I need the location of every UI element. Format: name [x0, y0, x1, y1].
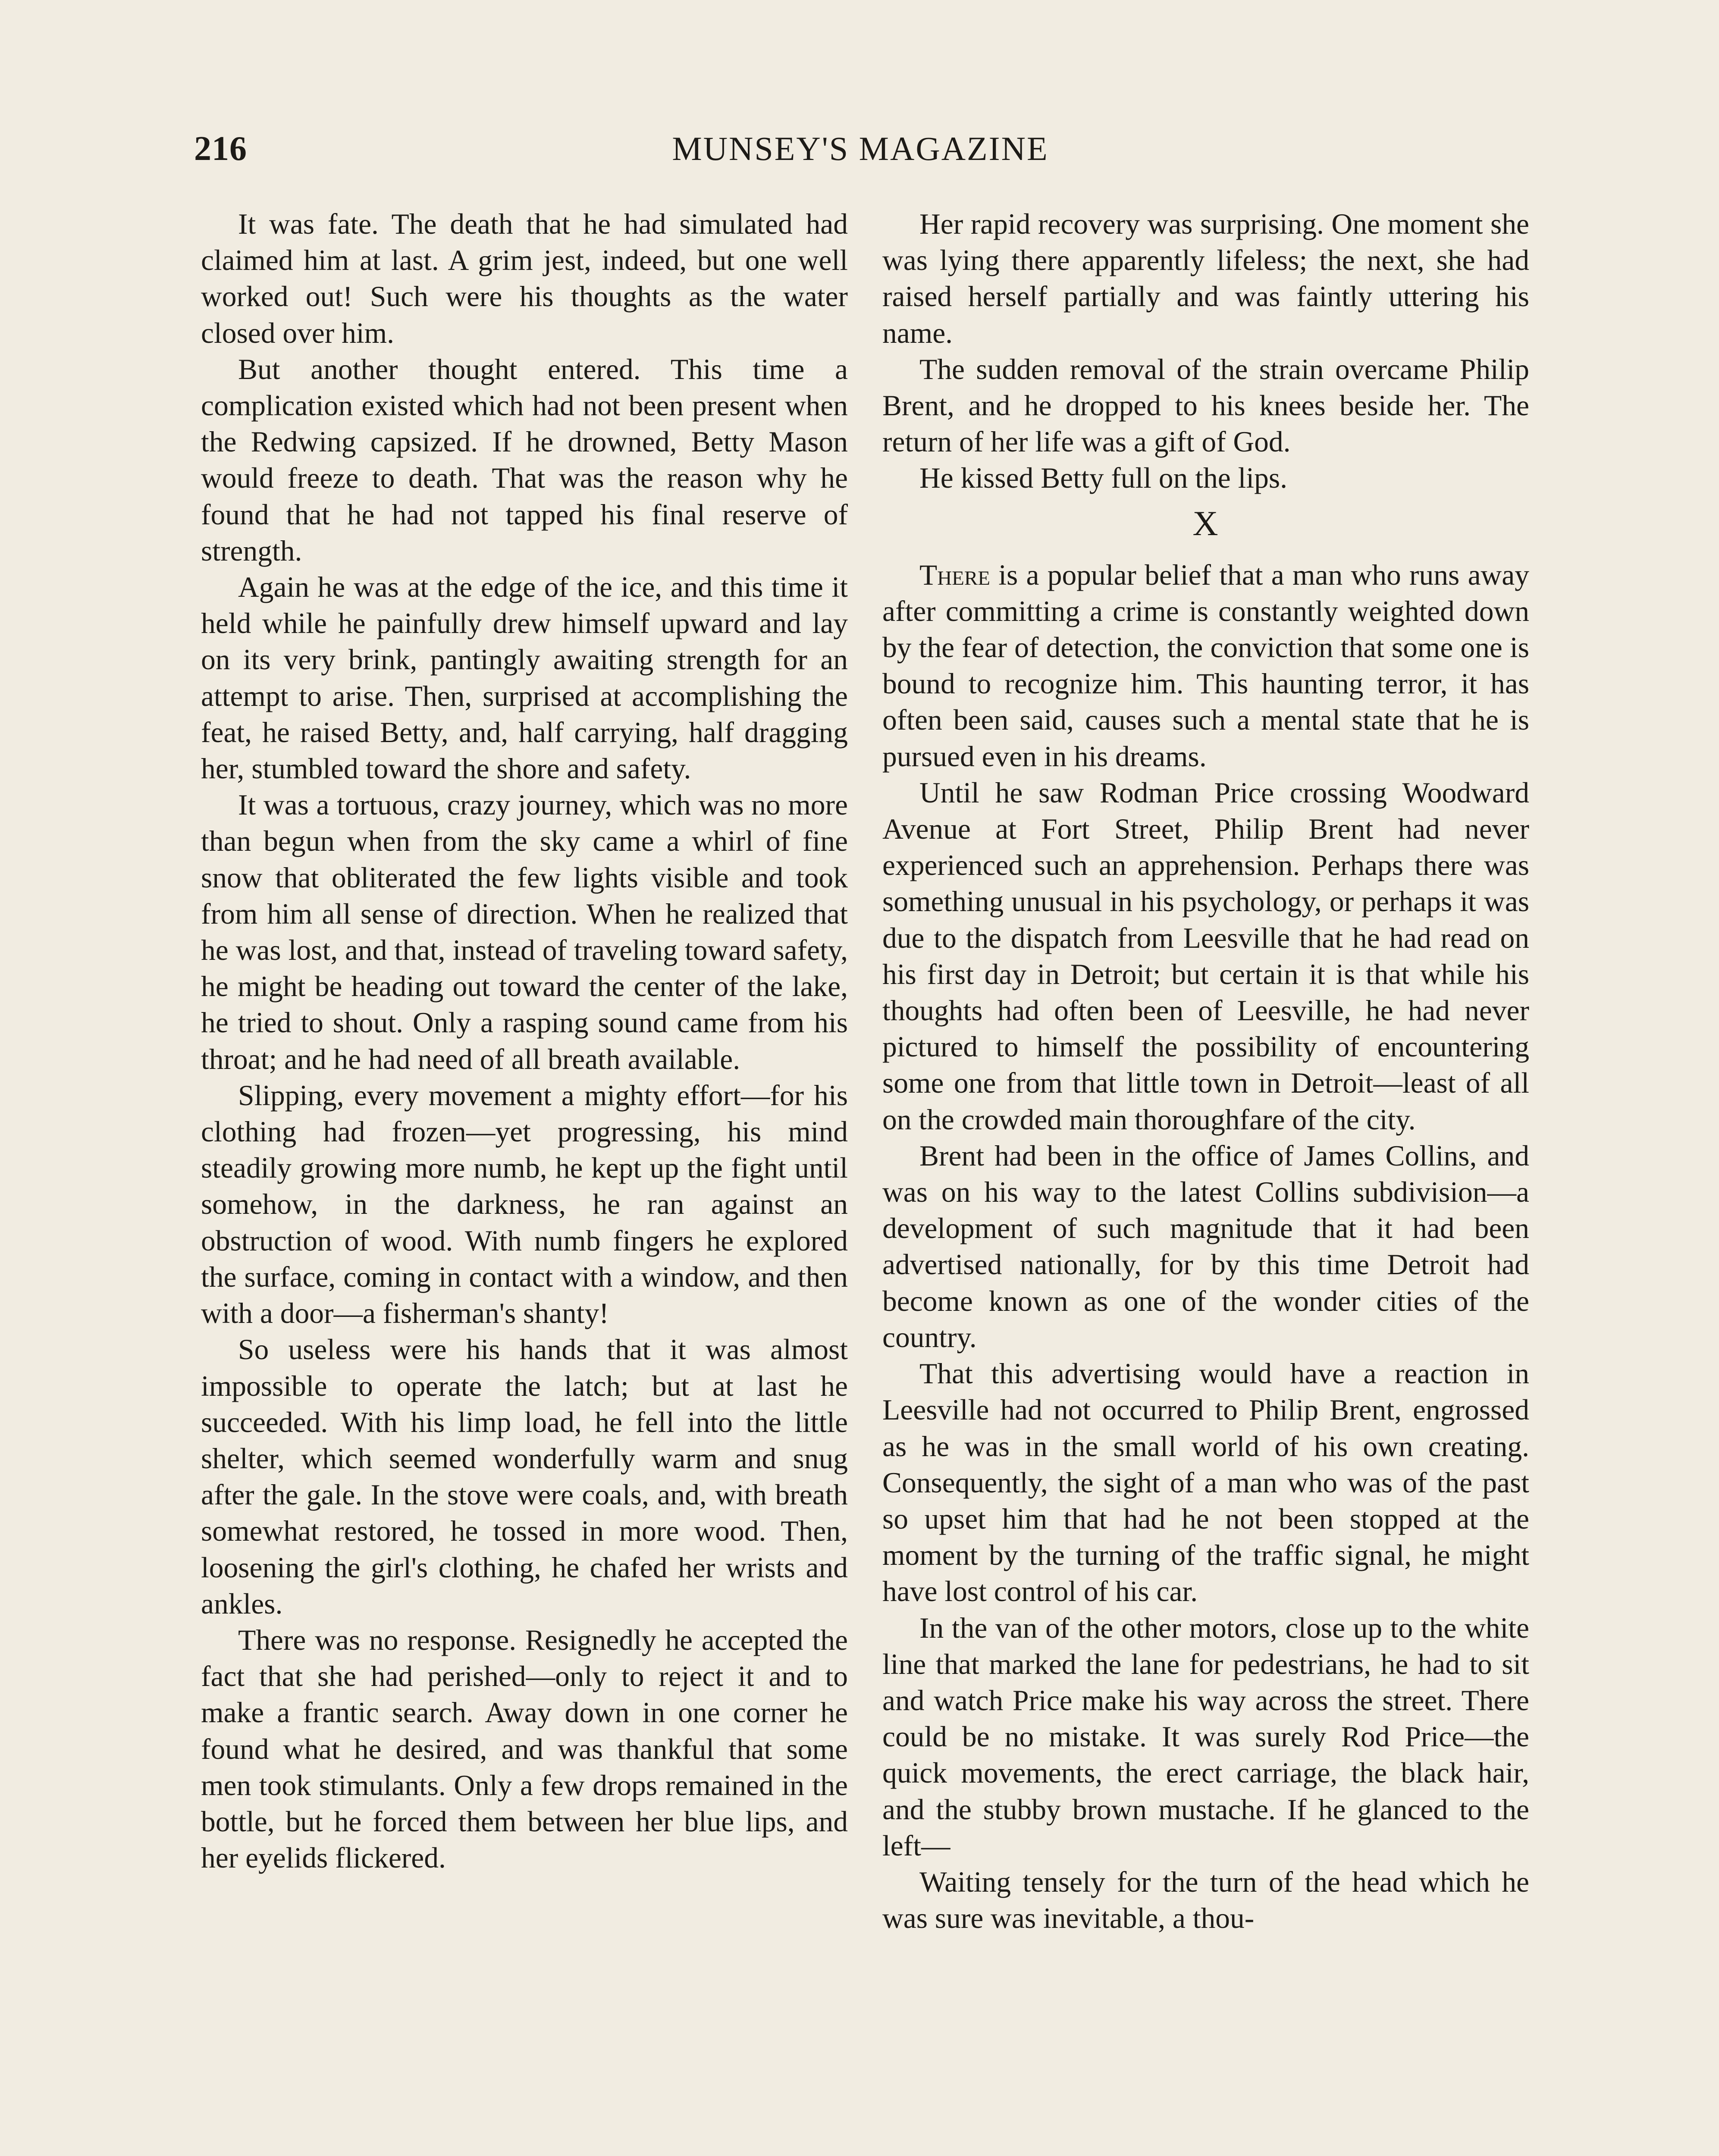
paragraph: The sudden removal of the strain overcame Philip Brent, and he dropped to his knees beside her. The return of her life was a gift of God.	[882, 353, 1529, 458]
paragraph: Brent had been in the office of James Collins, and was on his way to the latest Collins subdivision—a development of such magnitude that it had been advertised nationally, for by this time Detroit had become known as one of the wonder cities of the country.	[882, 1139, 1529, 1354]
running-head	[194, 129, 1527, 181]
opening-text: is a popular belief that a man who runs away after committing a crime is constantly weighted down by the fear of detection, the conviction that some one is bound to recognize him. This haunting terror, it has often been said, causes such a mental state that he is pursued even in his dreams.	[882, 558, 1529, 773]
paragraph: Until he saw Rodman Price crossing Woodward Avenue at Fort Street, Philip Brent had never experienced such an apprehension. Perhaps there was something unusual in his psychology, or perhaps it was due to the dispatch from Leesville that he had read on his first day in Detroit; but certain it is that while his thoughts had often been of Leesville, he had never pictured to himself the possibility of encountering some one from that little town in Detroit—least of all on the crowded main thoroughfare of the city.	[882, 776, 1529, 1136]
right-column	[882, 206, 1529, 1937]
paragraph: There was no response. Resignedly he accepted the fact that she had perished—only to reject it and to make a frantic search. Away down in one corner he found what he desired, and was thankful that some men took stimulants. Only a few drops remained in the bottle, but he forced them between her blue lips, and her eyelids flickered.	[201, 1623, 848, 1874]
paragraph: It was fate. The death that he had simulated had claimed him at last. A grim jest, indeed, but one well worked out! Such were his thoughts as the water closed over him.	[201, 208, 848, 349]
paragraph: In the van of the other motors, close up to the white line that marked the lane for pedestrians, he had to sit and watch Price make his way across the street. There could be no mistake. It was surely Rod Price—the quick movements, the erect carriage, the black hair, and the stubby brown mustache. If he glanced to the left—	[882, 1611, 1529, 1862]
left-column	[201, 206, 848, 1876]
paragraph: Waiting tensely for the turn of the head which he was sure was inevitable, a thou-	[882, 1865, 1529, 1935]
paragraph: So useless were his hands that it was almost impossible to operate the latch; but at last he succeeded. With his limp load, he fell into the little shelter, which seemed wonderfully warm and snug after the gale. In the stove were coals, and, with breath somewhat restored, he tossed in more wood. Then, loosening the girl's clothing, he chafed her wrists and ankles.	[201, 1333, 848, 1620]
paragraph: That this advertising would have a reaction in Leesville had not occurred to Philip Brent, engrossed as he was in the small world of his own creating. Consequently, the sight of a man who was of the past so upset him that had he not been stopped at the moment by the turning of the traffic signal, he might have lost control of his car.	[882, 1357, 1529, 1608]
magazine-title: MUNSEY'S MAGAZINE	[672, 130, 1049, 167]
section-number: X	[1192, 503, 1219, 543]
paragraph: But another thought entered. This time a complication existed which had not been present when the Redwing capsized. If he drowned, Betty Mason would freeze to death. That was the reason why he found that he had not tapped his final reserve of strength.	[201, 353, 848, 567]
paragraph: Slipping, every movement a mighty effort—for his clothing had frozen—yet progressing, his mind steadily growing more numb, he kept up the fight until somehow, in the darkness, he ran against an obstruction of wood. With numb fingers he explored the surface, coming in contact with a window, and then with a door—a fisherman's shanty!	[201, 1079, 848, 1330]
lead-word: There	[919, 558, 990, 591]
section-opening-paragraph	[882, 557, 1529, 775]
page-number: 216	[194, 130, 247, 168]
paragraph: Her rapid recovery was surprising. One moment she was lying there apparently lifeless; the next, she had raised herself partially and was faintly uttering his name.	[882, 208, 1529, 349]
paragraph: He kissed Betty full on the lips.	[919, 462, 1288, 495]
paragraph: Again he was at the edge of the ice, and this time it held while he painfully drew himself upward and lay on its very brink, pantingly awaiting strength for an attempt to arise. Then, surprised at accomplishing the feat, he raised Betty, and, half carrying, half dragging her, stumbled toward the shore and safety.	[201, 571, 848, 785]
paragraph: It was a tortuous, crazy journey, which was no more than begun when from the sky came a whirl of fine snow that obliterated the few lights visible and took from him all sense of direction. When he realized that he was lost, and that, instead of traveling toward safety, he might be heading out toward the center of the lake, he tried to shout. Only a rasping sound came from his throat; and he had need of all breath available.	[201, 789, 848, 1075]
